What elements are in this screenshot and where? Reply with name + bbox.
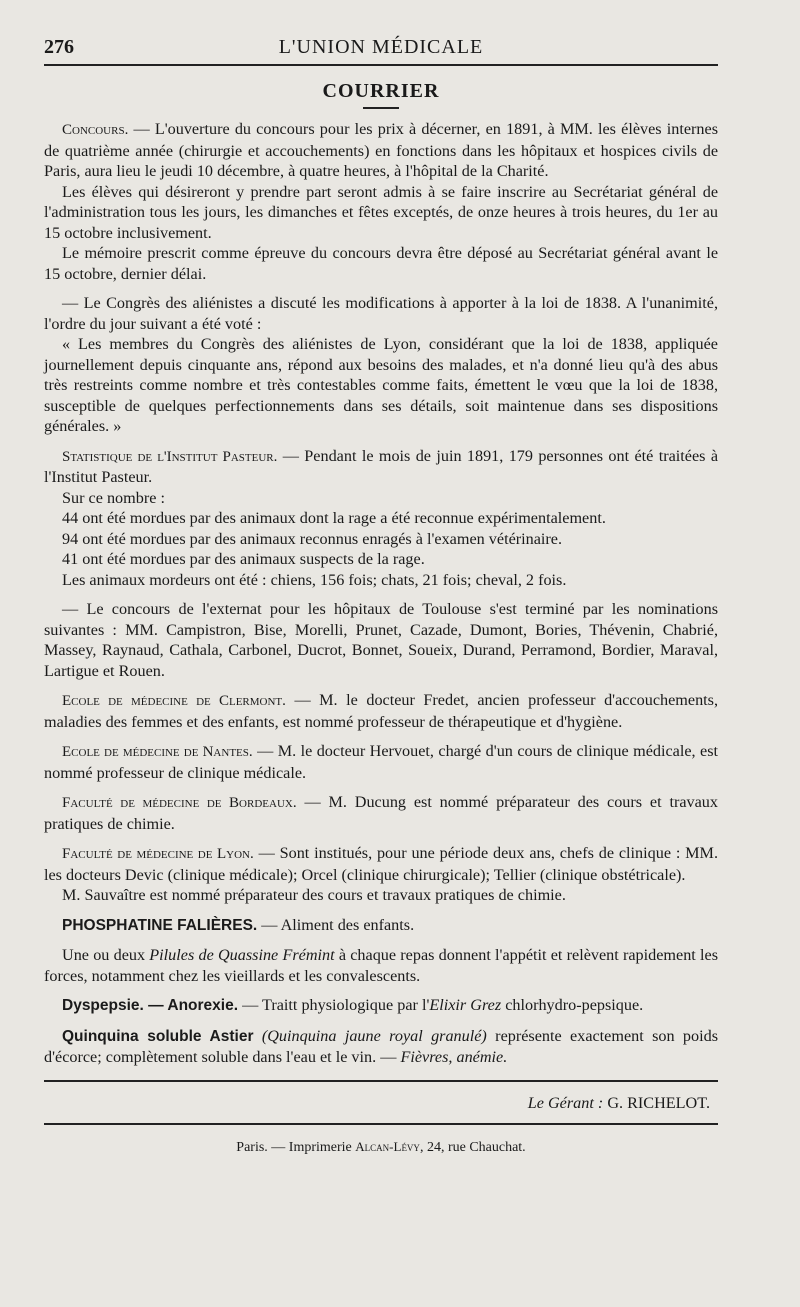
concours-label: Concours. [62,122,129,138]
ad-dyspepsie [44,995,718,1017]
ad-quinquina-paren: (Quinquina jaune royal granulé) [261,1026,487,1045]
ad-phosphatine [44,915,718,937]
ad-quinquina-post: représente exactement son poids d'écorce; complètement soluble dans l'eau et le vin. — [44,1026,719,1066]
ad-quassine [44,945,718,986]
clermont-paragraph [44,690,718,732]
section-title: COURRIER [322,80,440,102]
stat-paragraph [44,446,718,488]
stat-item: 44 ont été mordues par des animaux dont la rage a été reconnue expérimentalement. [62,509,606,527]
footer-rule-bottom [44,1123,718,1125]
ad-quassine-pre: Une ou deux [62,946,150,964]
header-rule [44,64,718,66]
lyon-label: Faculté de médecine de Lyon. [62,846,254,862]
ad-quinquina-uses: Fièvres, anémie. [400,1048,508,1066]
nantes-label: Ecole de médecine de Nantes. [62,744,253,760]
ad-dyspepsie-post: chlorhydro-pepsique. [501,996,644,1014]
gerant-label: Le Gérant : [527,1093,604,1112]
stat-list [44,488,718,591]
stat-intro: Sur ce nombre : [62,488,165,507]
lyon-paragraph-2: M. Sauvaître est nommé préparateur des cours et travaux pratiques de chimie. [62,886,566,904]
bordeaux-paragraph [44,792,718,834]
printer-imprint [44,1139,718,1156]
bordeaux-label: Faculté de médecine de Bordeaux. [62,795,297,811]
title-dash [363,107,399,109]
stat-item: 41 ont été mordues par des animaux suspects de la rage. [62,550,425,568]
stat-label: Statistique de l'Institut Pasteur. [62,448,278,465]
lyon-text: — Sont institués, pour une période deux ans, chefs de clinique : MM. les docteurs Devic (clinique médicale); Orcel (clinique chirurgicale); Tellier (clinique obstétricale). [44,844,718,884]
stat-item: 94 ont été mordues par des animaux reconnus enragés à l'examen vétérinaire. [62,529,563,548]
bordeaux-text: — M. Ducung est nommé préparateur des cours et travaux pratiques de chimie. [44,793,718,833]
concours-text: — L'ouverture du concours pour les prix à décerner, en 1891, à MM. les élèves internes de quatrième année (chirurgie et accouchements) en fonctions dans les hôpitaux et hospices civils de Paris, aura lieu le jeudi 10 décembre, à quatre heures, à l'hôpital de la Charité. [44,120,718,180]
nantes-text: — M. le docteur Hervouet, chargé d'un cours de clinique médicale, est nommé professeur de clinique médicale. [44,742,719,782]
ad-phosphatine-text: — Aliment des enfants. [257,915,415,934]
page-header [44,30,718,64]
concours-paragraph-3: Le mémoire prescrit comme épreuve du concours devra être déposé au Secrétariat général avant le 15 octobre, dernier délai. [44,244,718,283]
ad-quinquina [44,1026,718,1068]
ad-dyspepsie-brand: Elixir Grez [429,996,502,1014]
running-head: L'UNION MÉDICALE [278,36,484,58]
clermont-label: Ecole de médecine de Clermont. [62,693,286,709]
concours-paragraph [44,119,718,182]
gerant-name: G. RICHELOT. [603,1093,710,1112]
clermont-text: — M. le docteur Fredet, ancien professeur d'accouchements, maladies des femmes et des enfants, est nommé professeur de thérapeutique et d'hygiène. [44,691,719,731]
stat-item: Les animaux mordeurs ont été : chiens, 156 fois; chats, 21 fois; cheval, 2 fois. [62,570,567,589]
ad-phosphatine-name: PHOSPHATINE FALIÈRES. [62,916,258,934]
lyon-paragraph [44,843,718,885]
gerant-signature [44,1094,718,1113]
ad-dyspepsie-mid: — Traitt physiologique par l' [238,996,430,1014]
congres-paragraph: — Le Congrès des aliénistes a discuté les modifications à apporter à la loi de 1838. A l'unanimité, l'ordre du jour suivant a été voté : [44,294,718,333]
imprint-post: , 24, rue Chauchat. [419,1139,526,1155]
ad-quassine-name: Pilules de Quassine Frémint [149,946,335,964]
stat-text: — Pendant le mois de juin 1891, 179 personnes ont été traitées à l'Institut Pasteur. [44,446,718,486]
toulouse-paragraph: — Le concours de l'externat pour les hôpitaux de Toulouse s'est terminé par les nominations suivantes : MM. Campistron, Bise, Morelli, Prunet, Cazade, Dumont, Bories, Thévenin, Chabrié, Massey, Raynaud, Cathala, Carbonel, Ducrot, Bonnet, Soueix, Durand, Perramond, Bordier, Maraval, Lartigue et Rouen. [44,600,718,680]
ad-quassine-post: à chaque repas donnent l'appétit et relèvent rapidement les forces, notamment chez les vieillards et les convalescents. [44,946,718,985]
congres-quote: « Les membres du Congrès des aliénistes de Lyon, considérant que la loi de 1838, appliquée journellement depuis cinquante ans, répond aux besoins des malades, et n'a donné lieu qu'à des abus très restreints comme nombre et très contestables comme faits, émettent le vœu que la loi de 1838, susceptible de quelques perfectionnements dans ses détails, soit maintenue dans ses dispositions générales. » [44,335,718,435]
page-number: 276 [44,36,74,58]
concours-paragraph-2: Les élèves qui désireront y prendre part seront admis à se faire inscrire au Secrétariat général de l'administration tous les jours, les dimanches et fêtes exceptés, de onze heures à trois heures, du 1er au 15 octobre inclusivement. [44,182,718,242]
imprint-name: Alcan-Lévy [355,1138,420,1154]
ad-dyspepsie-name: Dyspepsie. — Anorexie. [62,997,239,1014]
nantes-paragraph [44,741,718,783]
imprint-pre: Paris. — Imprimerie [236,1139,356,1155]
footer-rule-top [44,1080,718,1082]
ad-quinquina-name: Quinquina soluble Astier [62,1027,254,1045]
